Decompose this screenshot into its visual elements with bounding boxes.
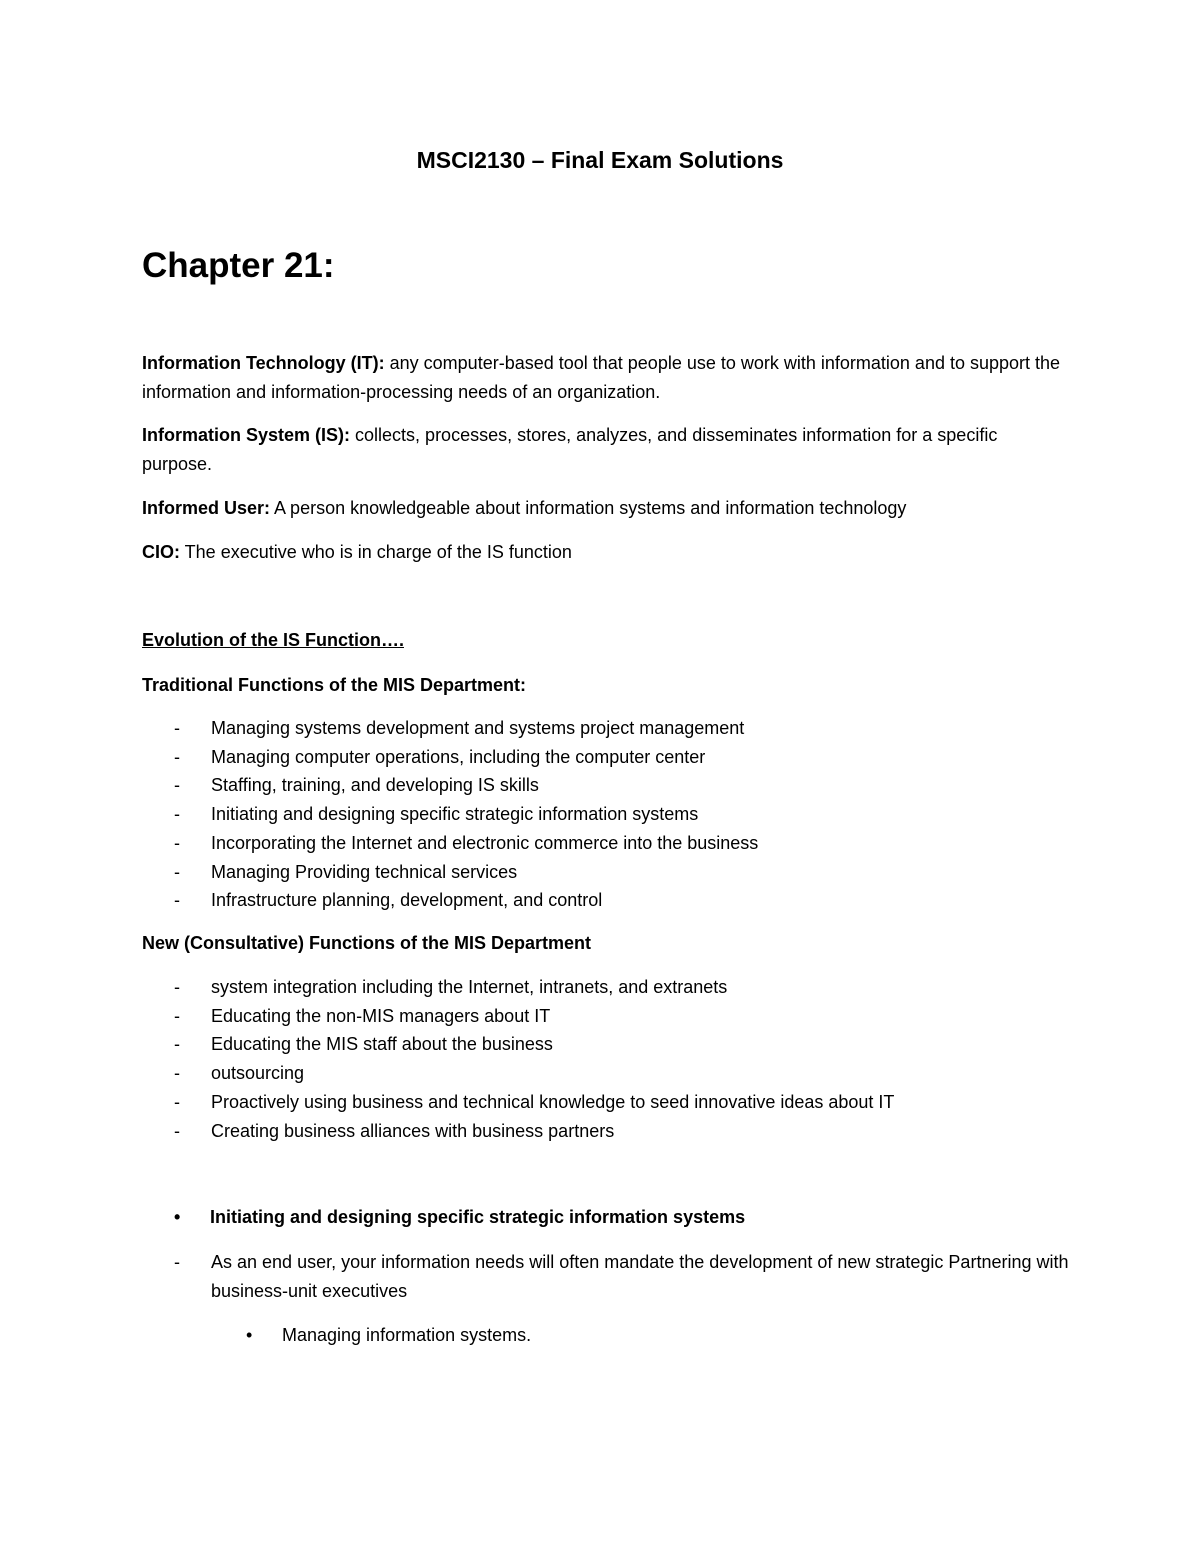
definition-term: Information System (IS): xyxy=(142,425,351,445)
bullet-heading-text: Initiating and designing specific strategic information systems xyxy=(210,1207,746,1227)
list-item: - Creating business alliances with business partners xyxy=(142,1117,894,1146)
dash-marker: - xyxy=(174,861,180,882)
list-item: - Educating the non-MIS managers about IT xyxy=(142,1002,894,1031)
traditional-functions-list xyxy=(142,714,758,915)
dash-marker: - xyxy=(174,746,180,767)
dash-marker: - xyxy=(174,775,180,796)
dash-marker: - xyxy=(174,1091,180,1112)
bullet-marker: • xyxy=(174,1207,181,1227)
definition-text: any computer-based tool that people use to work with information and to support the information and information-processing needs of an organization. xyxy=(142,353,1061,402)
definition-text: The executive who is in charge of the IS function xyxy=(180,542,572,562)
list-item: - Proactively using business and technical knowledge to seed innovative ideas about IT xyxy=(142,1088,894,1117)
chapter-heading: Chapter 21: xyxy=(142,246,335,285)
list-item: - system integration including the Internet, intranets, and extranets xyxy=(142,973,894,1002)
end-user-item xyxy=(142,1248,1072,1305)
list-item: - Infrastructure planning, development, and control xyxy=(142,886,758,915)
new-functions-heading: New (Consultative) Functions of the MIS Department xyxy=(142,933,592,953)
list-item: - Initiating and designing specific strategic information systems xyxy=(142,800,758,829)
list-item: - outsourcing xyxy=(142,1059,894,1088)
definition-text: A person knowledgeable about information systems and information technology xyxy=(270,498,907,518)
dash-marker: - xyxy=(174,1252,180,1272)
list-item: - Educating the MIS staff about the business xyxy=(142,1030,894,1059)
definition-term: Information Technology (IT): xyxy=(142,353,385,373)
new-functions-list xyxy=(142,973,894,1145)
list-item: - Managing systems development and systems project management xyxy=(142,714,758,743)
definition-term: CIO: xyxy=(142,542,180,562)
dash-marker: - xyxy=(174,832,180,853)
definition-term: Informed User: xyxy=(142,498,271,518)
dash-marker: - xyxy=(174,1063,180,1084)
dash-marker: - xyxy=(174,804,180,825)
definition-is xyxy=(142,421,1072,478)
definition-informed-user xyxy=(142,494,1072,523)
list-item: - Staffing, training, and developing IS skills xyxy=(142,771,758,800)
dash-marker: - xyxy=(174,718,180,738)
dash-marker: - xyxy=(174,1034,180,1055)
bullet-marker: • xyxy=(246,1325,253,1345)
end-user-text: As an end user, your information needs will often mandate the development of new strategic Partnering with business-unit executives xyxy=(211,1252,1069,1301)
definition-it xyxy=(142,349,1072,406)
dash-marker: - xyxy=(174,1120,180,1141)
definition-text: collects, processes, stores, analyzes, and disseminates information for a specific purpose. xyxy=(142,425,998,474)
list-item: - Managing computer operations, including the computer center xyxy=(142,743,758,772)
evolution-heading: Evolution of the IS Function…. xyxy=(142,630,404,650)
definition-cio xyxy=(142,538,1072,567)
list-item: - Managing Providing technical services xyxy=(142,858,758,887)
list-item: - Incorporating the Internet and electronic commerce into the business xyxy=(142,829,758,858)
dash-marker: - xyxy=(174,890,180,911)
traditional-functions-heading: Traditional Functions of the MIS Department: xyxy=(142,675,527,695)
dash-marker: - xyxy=(174,1005,180,1026)
sub-bullet-text: Managing information systems. xyxy=(282,1325,532,1345)
dash-marker: - xyxy=(174,977,180,997)
document-title: MSCI2130 – Final Exam Solutions xyxy=(416,147,784,173)
